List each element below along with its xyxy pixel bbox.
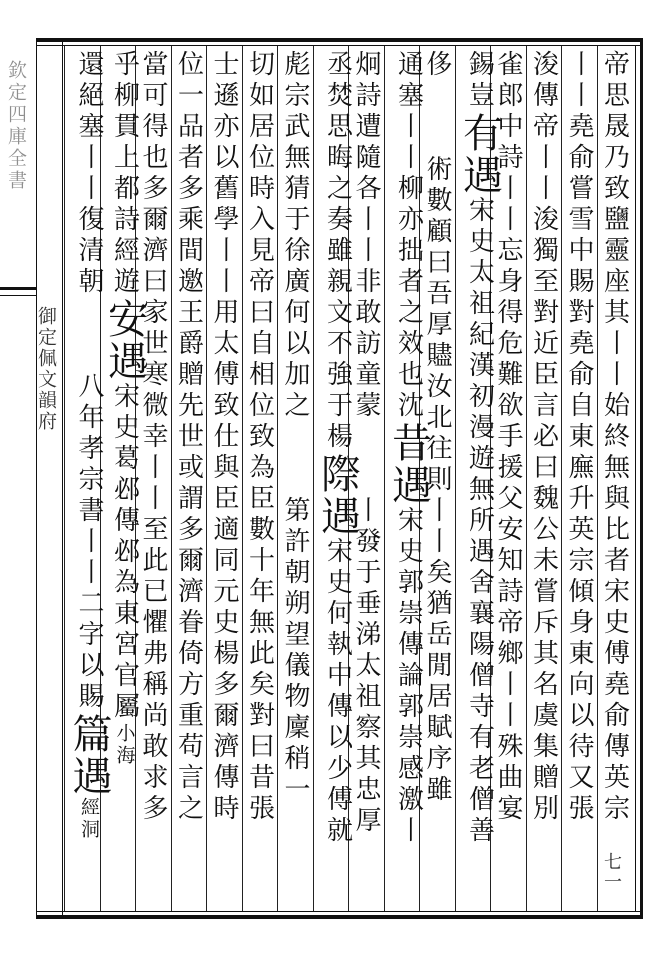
text-column <box>314 50 361 910</box>
column-text: 丨丨堯俞嘗雪中賜對堯俞自東廡升英宗傾身東向以待又張 <box>564 50 594 825</box>
text-column <box>211 50 237 910</box>
column-text: 宋史郭崇傳論郭崇感激丨 <box>393 506 424 847</box>
fold-rule-inner <box>62 38 63 919</box>
text-column <box>528 50 559 910</box>
frame-bottom-inner-rule <box>36 911 642 912</box>
rhyme-heading: 安遇 <box>101 298 148 382</box>
column-text: 錫豈 <box>464 50 495 112</box>
column-rule <box>242 46 243 911</box>
frame-top-rule <box>36 38 642 42</box>
column-rule <box>171 46 172 911</box>
column-text: 小海 <box>113 723 136 767</box>
column-text: 切如居位時入見帝曰自相位致為臣數十年無此矣對曰昔張 <box>244 50 275 825</box>
column-text: 侈 <box>422 50 452 81</box>
column-text: 通塞丨丨柳亦拙者之效也沈 <box>393 50 424 422</box>
text-column <box>173 50 204 910</box>
rhyme-heading: 有遇 <box>456 112 503 196</box>
column-text: 還絕塞丨丨復清朝 <box>74 50 104 298</box>
fold-left-fragment: 欽定四庫全書 <box>5 60 27 192</box>
column-rule <box>206 46 207 911</box>
column-rule <box>384 46 385 911</box>
column-text: 八年孝宗書丨丨二字以賜 <box>74 372 104 713</box>
column-rule <box>597 46 598 911</box>
column-text: 術數顧曰吾厚贐汝北往則丨丨矣猶岳閒居賦序雖 <box>422 155 452 806</box>
frame-bottom-rule <box>36 915 642 919</box>
frame-right-inner-rule <box>635 45 636 912</box>
column-text: 炯詩遭隨各丨丨非敢訪童蒙 <box>351 50 381 422</box>
text-column <box>456 50 503 910</box>
column-text: 宋史太祖紀漢初漫遊無所遇舍襄陽僧寺有老僧善 <box>464 196 495 847</box>
column-text: 乎柳貫上都詩經遊 <box>109 50 140 298</box>
text-column <box>599 50 630 910</box>
fold-book-title: 御定佩文韻府 <box>35 306 57 432</box>
column-text: 宋史何執中傳以少傅就 <box>322 537 353 847</box>
column-text: 經洞 <box>78 797 100 841</box>
column-rule <box>455 46 456 911</box>
column-rule <box>277 46 278 911</box>
column-rule <box>64 46 65 911</box>
column-text: 丞焚思晦之奏雖親文不強于楊 <box>322 50 353 453</box>
frame-top-inner-rule <box>36 45 642 46</box>
column-text: 第許朝朔望儀物廩稍一 <box>280 496 310 806</box>
column-text: 彪宗武無猜于徐廣何以加之 <box>280 50 310 422</box>
column-rule <box>526 46 527 911</box>
rhyme-heading: 篇遇 <box>66 713 112 797</box>
column-rule <box>561 46 562 911</box>
frame-right-rule <box>640 38 643 919</box>
column-text: 士遜亦以舊學丨丨用太傅致仕與臣適同元史楊多爾濟傳時 <box>209 50 239 825</box>
column-text: 丨發于垂涕太祖察其忠厚 <box>351 496 381 837</box>
column-text: 當可得也多爾濟曰家世寒微幸丨丨至此已懼弗稱尚敢求多 <box>138 50 168 825</box>
text-column <box>282 50 308 910</box>
text-column <box>566 50 592 910</box>
column-text: 帝思晟乃致鹽靈座其丨丨始終無與比者宋史傅堯俞傳英宗 <box>599 50 630 825</box>
column-text: 雀郎中詩丨丨忘身得危難欲手援父安知詩帝鄉丨丨殊曲宴 <box>493 50 523 825</box>
fold-fishtail-mark <box>0 287 36 296</box>
column-rule <box>313 46 314 911</box>
text-column <box>244 50 275 910</box>
column-text: 宋史葛邲傳邲為東宮官屬 <box>109 382 140 723</box>
column-text: 位一品者多乘間邀王爵贈先世或謂多爾濟眷倚方重苟言之 <box>173 50 204 825</box>
text-column <box>66 50 112 910</box>
column-text: 浚傳帝丨丨浚獨至對近臣言必曰魏公未嘗斥其名虞集贈別 <box>528 50 559 825</box>
folio-number: 七一 <box>601 852 622 892</box>
rhyme-heading: 際遇 <box>314 453 361 537</box>
rhyme-heading: 昔遇 <box>385 422 432 506</box>
fold-rule <box>36 38 37 919</box>
text-column <box>385 50 432 910</box>
